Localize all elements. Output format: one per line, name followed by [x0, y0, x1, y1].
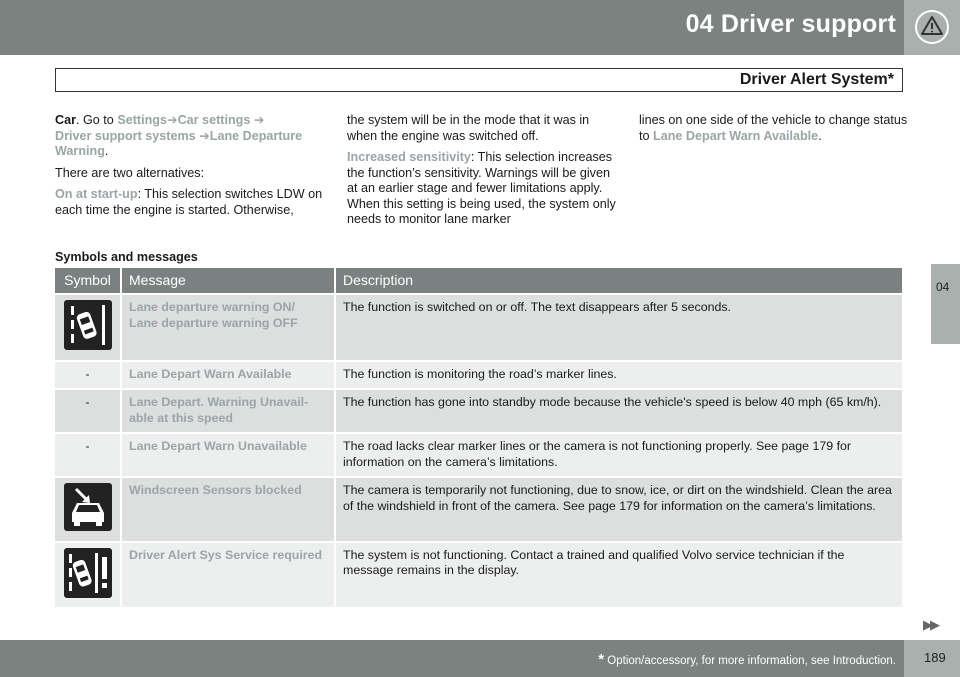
table-row: [55, 433, 903, 477]
footer-bar: [0, 640, 904, 677]
menu-lane-departure-warning: Lane Departure Warning: [55, 128, 303, 158]
table-row: [55, 361, 903, 390]
period: .: [818, 128, 822, 143]
table-row: [55, 389, 903, 433]
symbols-messages-table: [55, 268, 904, 607]
sensitivity-text: : This selection increases the function’s sensitivity. Warnings will be given at an earlier stage and fewer limitations apply. When this setting is being used, the system only needs to monitor lane marker: [347, 150, 616, 226]
header-bar: [0, 0, 960, 55]
arrow-icon: ➔: [199, 128, 210, 143]
symbol-cell: -: [55, 389, 121, 433]
footnote: [598, 651, 896, 668]
description-cell: The function is switched on or off. The text disappears after 5 seconds.: [335, 294, 903, 361]
startup-text: : This selection switches LDW on each time the engine is started. Otherwise,: [55, 187, 323, 217]
sensitivity-paragraph: [347, 150, 617, 228]
table-header-row: [55, 268, 903, 294]
message-cell: Driver Alert Sys Service required: [121, 542, 335, 608]
status-paragraph: [639, 113, 909, 144]
table-heading: Symbols and messages: [55, 250, 198, 264]
message-cell: Windscreen Sensors blocked: [121, 477, 335, 542]
description-cell: The system is not functioning. Contact a trained and qualified Volvo service technician if the message remains in the display.: [335, 542, 903, 608]
menu-settings: Settings: [117, 113, 167, 127]
alternatives-paragraph: There are two alternatives:: [55, 165, 205, 180]
footnote-text: Option/accessory, for more information, see Introduction.: [604, 655, 896, 667]
side-tab-label: 04: [936, 280, 950, 294]
description-cell: The function is monitoring the road’s marker lines.: [335, 361, 903, 390]
sensitivity-label: Increased sensitivity: [347, 150, 471, 164]
warning-triangle-icon: [914, 9, 950, 45]
windscreen-sensor-icon: [64, 483, 112, 531]
lane-departure-service-icon: [64, 548, 112, 598]
page-number-box: [904, 640, 960, 677]
message-cell: Lane Depart Warn Unavailable: [121, 433, 335, 477]
section-title: Driver Alert System*: [739, 71, 894, 88]
car-label: Car: [55, 113, 76, 127]
symbol-cell: [55, 542, 121, 608]
text-column-3: [639, 113, 909, 150]
section-title-box: [55, 68, 903, 92]
period: .: [104, 144, 109, 158]
startup-paragraph: [55, 187, 325, 218]
header-symbol: Symbol: [55, 268, 121, 294]
menu-car-settings: Car settings: [177, 113, 251, 127]
page-number: 189: [924, 650, 946, 665]
header-message: Message: [121, 268, 335, 294]
next-page-arrow-icon[interactable]: ▶▶: [923, 617, 937, 632]
description-cell: The camera is temporarily not functioning, due to snow, ice, or dirt on the windshield. Clean the area of the windshield in front of the camera. See page 179 for information on the camera’s limitations.: [335, 477, 903, 542]
chapter-side-tab[interactable]: [931, 264, 960, 344]
status-text: lines on one side of the vehicle to change status to: [639, 113, 908, 143]
message-cell: Lane Depart. Warning Unavailable at this speed: [121, 389, 335, 433]
text-column-1: [55, 113, 325, 224]
description-cell: The road lacks clear marker lines or the camera is not functioning properly. See page 179 for information on the camera’s limitations.: [335, 433, 903, 477]
warning-triangle-box: [904, 0, 960, 55]
message-cell: Lane Depart Warn Available: [121, 361, 335, 390]
status-label: Lane Depart Warn Available: [653, 128, 819, 143]
symbol-cell: [55, 294, 121, 361]
message-cell: Lane departure warning ON/ Lane departure warning OFF: [121, 294, 335, 361]
menu-driver-support: Driver support systems: [55, 128, 196, 143]
symbol-cell: [55, 477, 121, 542]
description-cell: The function has gone into standby mode because the vehicle's speed is below 40 mph (65 km/h).: [335, 389, 903, 433]
startup-label: On at start-up: [55, 187, 138, 201]
symbol-cell: -: [55, 433, 121, 477]
menu-path-paragraph: [55, 113, 325, 160]
symbol-cell: -: [55, 361, 121, 390]
footnote-star: *: [598, 651, 605, 668]
chapter-title: 04 Driver support: [685, 10, 896, 38]
header-description: Description: [335, 268, 903, 294]
table-row: [55, 542, 903, 608]
lane-departure-icon: [64, 300, 112, 350]
table-row: [55, 294, 903, 361]
goto-text: . Go to: [76, 113, 118, 127]
table-row: [55, 477, 903, 542]
mode-paragraph: the system will be in the mode that it was in when the engine was switched off.: [347, 113, 590, 143]
arrow-icon: ➔: [253, 113, 265, 127]
text-column-2: [347, 113, 617, 234]
arrow-icon: ➔: [167, 113, 178, 127]
